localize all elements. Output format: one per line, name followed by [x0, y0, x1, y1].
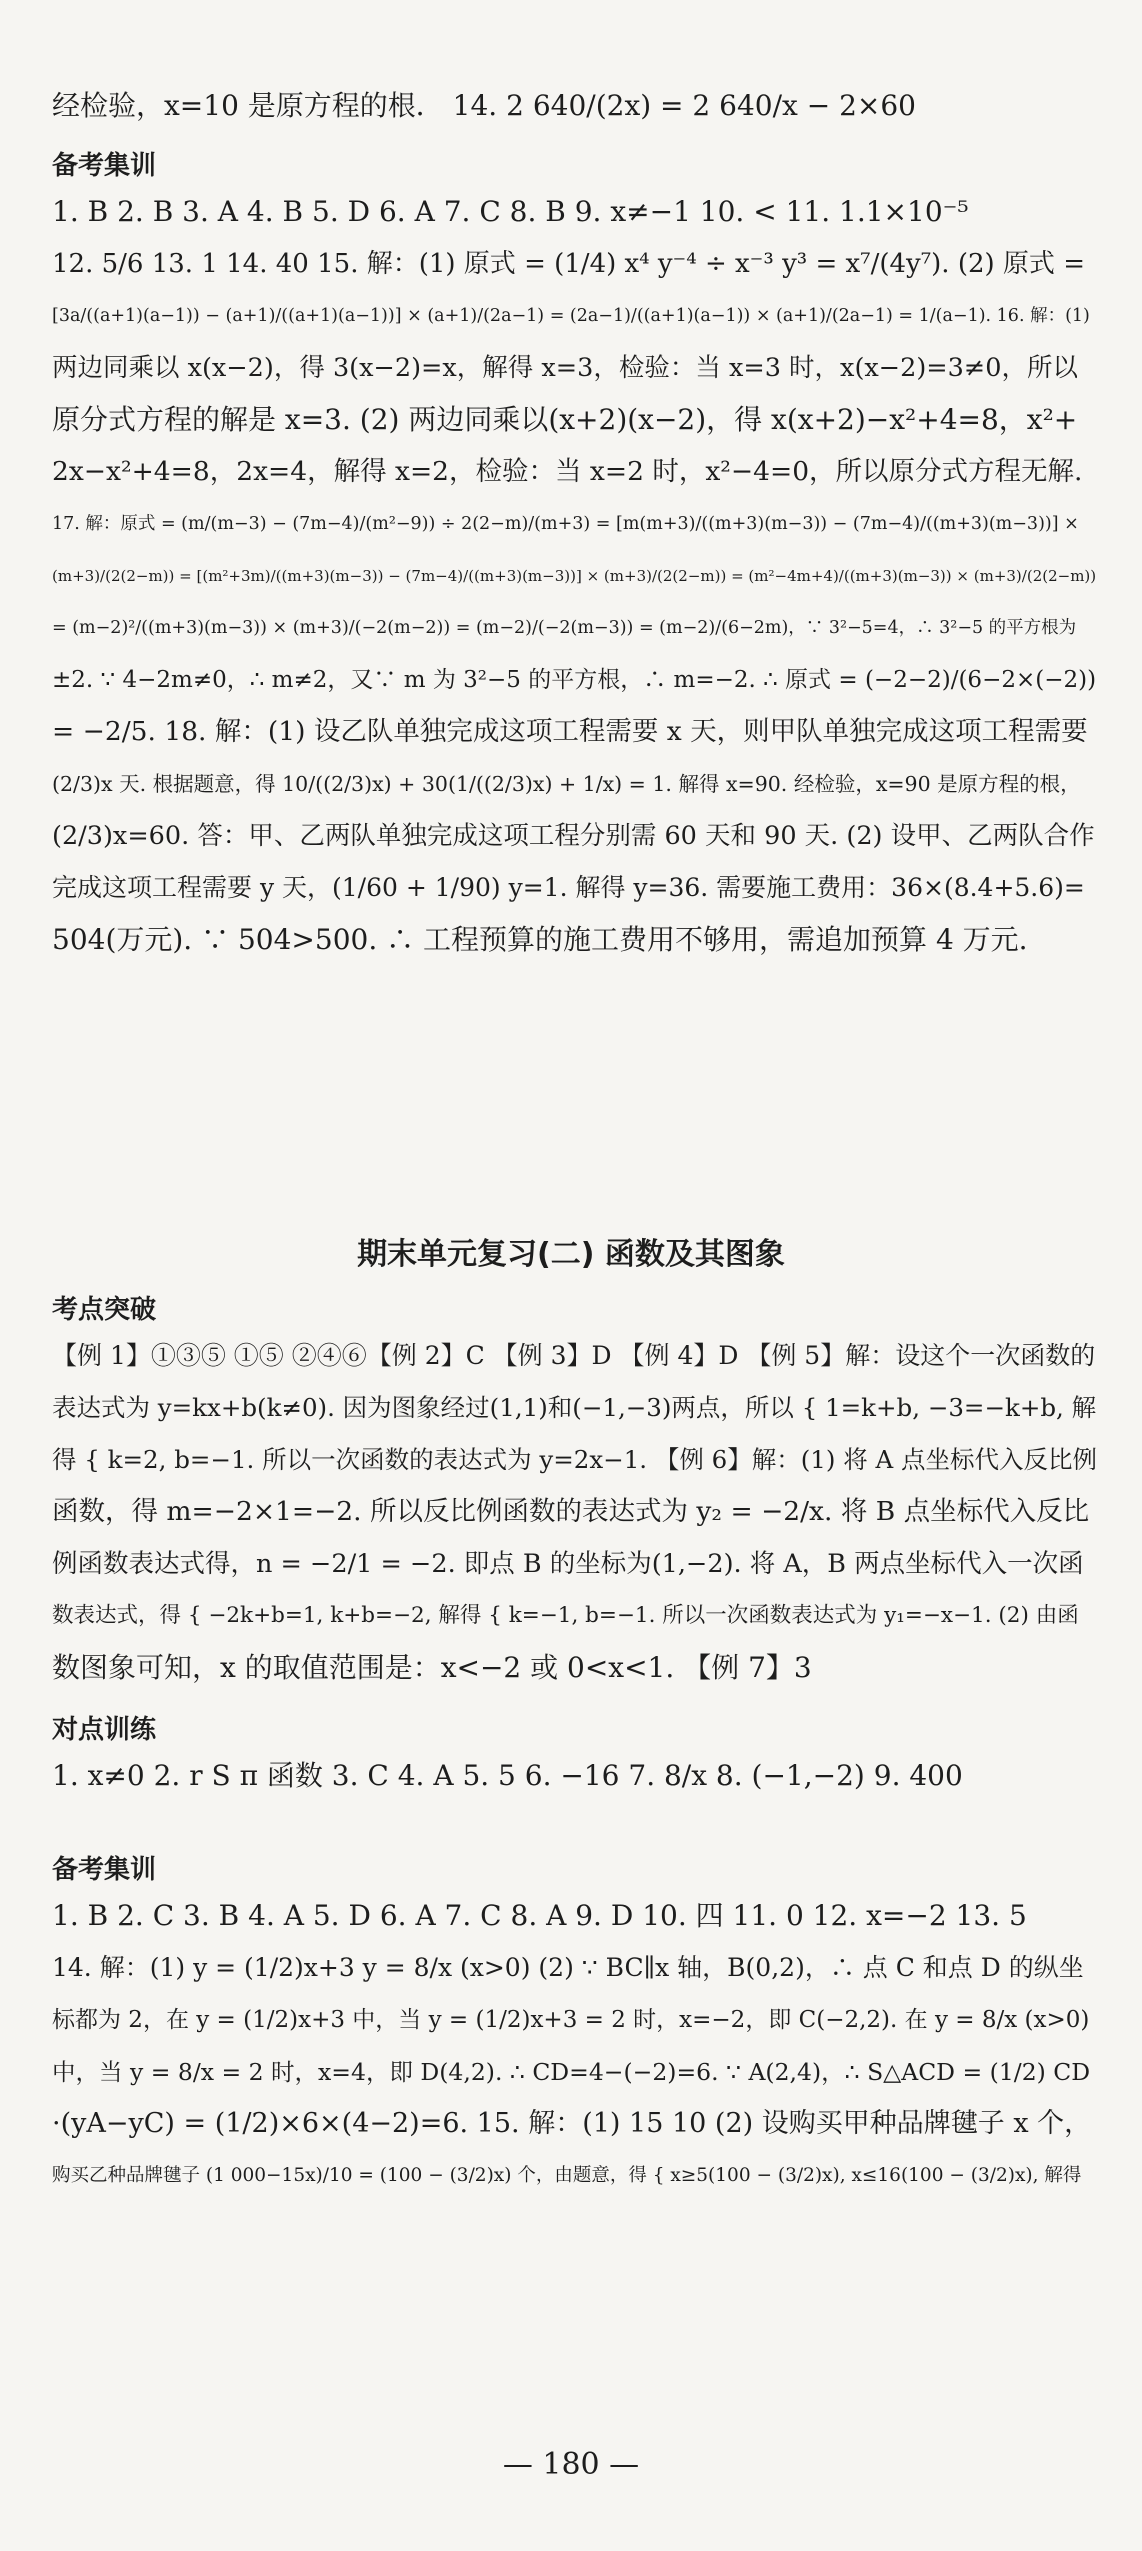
- text-line: 【例 1】①③⑤ ①⑤ ②④⑥【例 2】C 【例 3】D 【例 4】D 【例 5】解：设这个一次函数的: [52, 1341, 1096, 1370]
- text-line: 1. B 2. C 3. B 4. A 5. D 6. A 7. C 8. A 9. D 10. 四 11. 0 12. x=−2 13. 5: [52, 1899, 1027, 1932]
- section-heading: 备考集训: [52, 1855, 157, 1885]
- text-line: 两边同乘以 x(x−2)，得 3(x−2)=x，解得 x=3，检验：当 x=3 时，x(x−2)=3≠0，所以: [52, 353, 1078, 383]
- top-text: [52, 80, 1097, 132]
- text-line: [3a/((a+1)(a−1)) − (a+1)/((a+1)(a−1))] × (a+1)/(2a−1) = (2a−1)/((a+1)(a−1)) × (a+1)/(2a−1) = 1/(a−1). 16. 解：(1): [52, 306, 1090, 326]
- section-heading: 考点突破: [52, 1295, 157, 1325]
- text-line: (2/3)x=60. 答：甲、乙两队单独完成这项工程分别需 60 天和 90 天. (2) 设甲、乙两队合作: [52, 821, 1095, 851]
- text-line: ·(yA−yC) = (1/2)×6×(4−2)=6. 15. 解：(1) 15 10 (2) 设购买甲种品牌毽子 x 个，: [52, 2108, 1092, 2139]
- text-line: = −2/5. 18. 解：(1) 设乙队单独完成这项工程需要 x 天，则甲队单独完成这项工程需要: [52, 716, 1088, 747]
- text-line: 1. x≠0 2. r S π 函数 3. C 4. A 5. 5 6. −16 7. 8/x 8. (−1,−2) 9. 400: [52, 1759, 963, 1792]
- section-review-2: [52, 1850, 1097, 2202]
- text-line: 中，当 y = 8/x = 2 时，x=4，即 D(4,2). ∴ CD=4−(−2)=6. ∵ A(2,4)，∴ S△ACD = (1/2) CD: [52, 2058, 1091, 2086]
- text-line: 购买乙种品牌毽子 (1 000−15x)/10 = (100 − (3/2)x) 个，由题意，得 { x≥5(100 − (3/2)x), x≤16(100 − (3/2)x), 解得: [52, 2165, 1082, 2186]
- text-line: 完成这项工程需要 y 天，(1/60 + 1/90) y=1. 解得 y=36. 需要施工费用：36×(8.4+5.6)=: [52, 873, 1085, 902]
- text-line: 表达式为 y=kx+b(k≠0). 因为图象经过(1,1)和(−1,−3)两点，所以 { 1=k+b, −3=−k+b, 解: [52, 1393, 1097, 1422]
- text-line: (2/3)x 天. 根据题意，得 10/((2/3)x) + 30(1/((2/3)x) + 1/x) = 1. 解得 x=90. 经检验，x=90 是原方程的根，: [52, 772, 1081, 796]
- text-line: 2x−x²+4=8，2x=4，解得 x=2，检验：当 x=2 时，x²−4=0，所以原分式方程无解.: [52, 456, 1083, 487]
- text-line: 原分式方程的解是 x=3. (2) 两边同乘以(x+2)(x−2)，得 x(x+2)−x²+4=8，x²+: [52, 403, 1078, 436]
- page-number: — 180 —: [502, 2447, 640, 2482]
- text-line: 数表达式，得 { −2k+b=1, k+b=−2, 解得 { k=−1, b=−1. 所以一次函数表达式为 y₁=−x−1. (2) 由函: [52, 1603, 1079, 1628]
- text-line: 函数，得 m=−2×1=−2. 所以反比例函数的表达式为 y₂ = −2/x. 将 B 点坐标代入反比: [52, 1496, 1090, 1527]
- text-line: ±2. ∵ 4−2m≠0，∴ m≠2，又∵ m 为 3²−5 的平方根，∴ m=−2. ∴ 原式 = (−2−2)/(6−2×(−2)): [52, 667, 1097, 693]
- section-practice: [52, 1710, 1097, 1802]
- section-key-points: [52, 1290, 1097, 1694]
- chapter-title: 期末单元复习(二) 函数及其图象: [357, 1237, 785, 1272]
- text-line: 数图象可知，x 的取值范围是：x<−2 或 0<x<1. 【例 7】3: [52, 1651, 812, 1684]
- text-line: = (m−2)²/((m+3)(m−3)) × (m+3)/(−2(m−2)) = (m−2)/(−2(m−3)) = (m−2)/(6−2m)，∵ 3²−5=4，∴ 3²−5 的平方根为: [52, 618, 1077, 638]
- text-line: 例函数表达式得，n = −2/1 = −2. 即点 B 的坐标为(1,−2). 将 A，B 两点坐标代入一次函: [52, 1549, 1084, 1579]
- text-line: 17. 解：原式 = (m/(m−3) − (7m−4)/(m²−9)) ÷ 2(2−m)/(m+3) = [m(m+3)/((m+3)(m−3)) − (7m−4)/((m+3)(m−3))] ×: [52, 514, 1079, 534]
- section-heading: 对点训练: [52, 1715, 157, 1745]
- text-line: (m+3)/(2(2−m)) = [(m²+3m)/((m+3)(m−3)) − (7m−4)/((m+3)(m−3))] × (m+3)/(2(2−m)) = (m²−4m+4)/((m+3)(m−3)) × (m+3)/(2(2−m)): [52, 567, 1097, 585]
- text-line: 14. 解：(1) y = (1/2)x+3 y = 8/x (x>0) (2) ∵ BC∥x 轴，B(0,2)，∴ 点 C 和点 D 的纵坐: [52, 1953, 1084, 1982]
- text-line: 得 { k=2, b=−1. 所以一次函数的表达式为 y=2x−1. 【例 6】解：(1) 将 A 点坐标代入反比例: [52, 1445, 1097, 1474]
- section-review-1: [52, 146, 1097, 966]
- section-heading: 备考集训: [52, 151, 157, 181]
- text-line: 经检验，x=10 是原方程的根． 14. 2 640/(2x) = 2 640/x − 2×60: [52, 89, 916, 122]
- text-line: 504(万元). ∵ 504>500. ∴ 工程预算的施工费用不够用，需追加预算 4 万元.: [52, 923, 1028, 956]
- text-line: 1. B 2. B 3. A 4. B 5. D 6. A 7. C 8. B 9. x≠−1 10. < 11. 1.1×10⁻⁵: [52, 195, 969, 228]
- text-line: 标都为 2，在 y = (1/2)x+3 中，当 y = (1/2)x+3 = 2 时，x=−2，即 C(−2,2). 在 y = 8/x (x>0): [52, 2007, 1090, 2033]
- text-line: 12. 5/6 13. 1 14. 40 15. 解：(1) 原式 = (1/4) x⁴ y⁻⁴ ÷ x⁻³ y³ = x⁷/(4y⁷). (2) 原式 =: [52, 249, 1085, 279]
